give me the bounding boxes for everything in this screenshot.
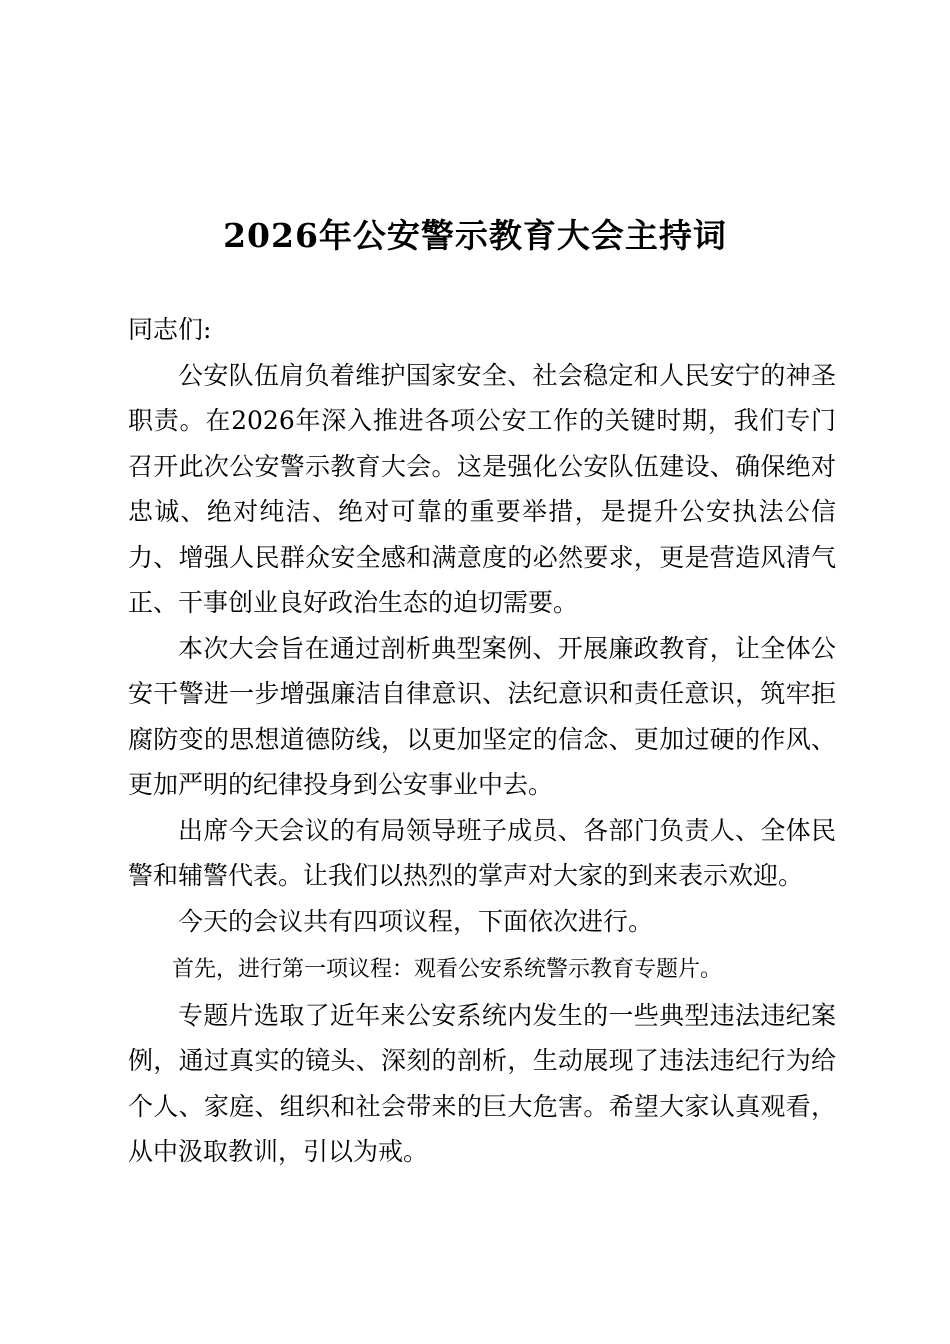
paragraph-agenda: 今天的会议共有四项议程，下面依次进行。: [178, 906, 654, 936]
paragraph-purpose: 本次大会旨在通过剖析典型案例、开展廉政教育，让全体公安干警进一步增强廉洁自律意识、法纪意识和责任意识，筑牢拒腐防变的思想道德防线，以更加坚定的信念、更加过硬的作风、更加严明的纪律投身到公安事业中去。: [128, 633, 836, 799]
document-body: [128, 307, 836, 1175]
paragraph-film-description: 专题片选取了近年来公安系统内发生的一些典型违法违纪案例，通过真实的镜头、深刻的剖析，生动展现了违法违纪行为给个人、家庭、组织和社会带来的巨大危害。希望大家认真观看，从中汲取教训，引以为戒。: [128, 1000, 836, 1166]
document-title: 2026年公安警示教育大会主持词: [223, 216, 727, 255]
paragraph-intro: 公安队伍肩负着维护国家安全、社会稳定和人民安宁的神圣职责。在2026年深入推进各项公安工作的关键时期，我们专门召开此次公安警示教育大会。这是强化公安队伍建设、确保绝对忠诚、绝对纯洁、绝对可靠的重要举措，是提升公安执法公信力、增强人民群众安全感和满意度的必然要求，更是营造风清气正、干事创业良好政治生态的迫切需要。: [128, 360, 836, 617]
paragraph-first-item: 首先，进行第一项议程：观看公安系统警示教育专题片。: [172, 957, 723, 982]
salutation: 同志们:: [128, 315, 212, 344]
paragraph-attendees: 出席今天会议的有局领导班子成员、各部门负责人、全体民警和辅警代表。让我们以热烈的掌声对大家的到来表示欢迎。: [128, 815, 836, 890]
